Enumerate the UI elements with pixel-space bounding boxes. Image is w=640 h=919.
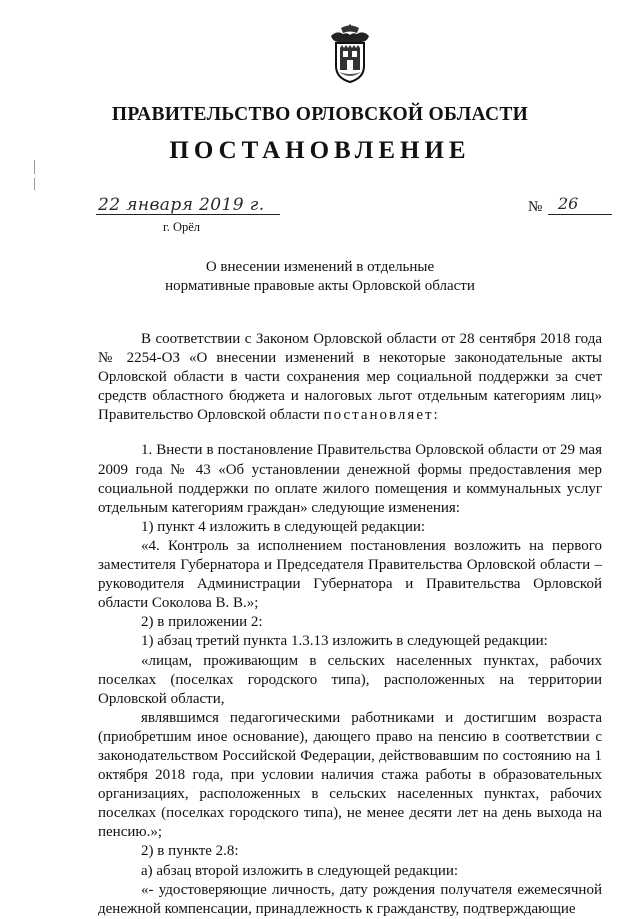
item-1-paragraph	[98, 441, 602, 517]
quote-point-4	[98, 537, 602, 613]
text-line: (поселках городского типа), расположенных на территории Орловской области,	[98, 671, 602, 707]
text-line: В соответствии с Законом Орловской области от 28 сентября 2018 года	[141, 331, 602, 347]
number-label: №	[528, 199, 543, 215]
text-line: руководителя Администрации Губернатора и Правительства Орловской области	[98, 576, 602, 612]
subject-line: нормативные правовые акты Орловской области	[165, 278, 475, 294]
quote-rural-a	[98, 652, 602, 709]
text-line: № 2254-ОЗ «О внесении изменений в некоторые законодательные акты	[98, 350, 602, 367]
text-line: «- удостоверяющие личность, дату рождения получателя ежемесячной	[141, 881, 602, 898]
text-line: 1. Внести в постановление Правительства Орловской области от 29 мая	[141, 442, 602, 459]
text-line: Правительство Орловской области	[98, 407, 324, 424]
item-2: 2) в приложении 2:	[141, 614, 263, 631]
text-line: средств областного бюджета и налоговых льгот отдельным категориям лиц»	[98, 388, 602, 405]
number-underline	[548, 214, 612, 215]
item-2-2: 2) в пункте 2.8:	[141, 843, 239, 860]
city-label: г. Орёл	[163, 220, 201, 234]
subject-line: О внесении изменений в отдельные	[205, 259, 435, 275]
quote-documents	[98, 881, 602, 919]
text-line: 2009 года № 43 «Об установлении денежной формы предоставления мер	[98, 461, 602, 478]
text-line: (приобретшим иное основание), дающего право на пенсию в соответствии	[98, 728, 590, 745]
date-underline	[96, 214, 280, 215]
coat-of-arms-emblem-icon	[327, 22, 373, 84]
text-line: «4. Контроль за исполнением постановления возложить на первого	[141, 537, 602, 554]
resolves-word: постановляет:	[323, 407, 440, 424]
text-line: с законодательством Российской Федерации, действовавшим по состоянию	[98, 728, 602, 764]
handwritten-date: 22 января 2019 г.	[98, 195, 265, 215]
text-line: (поселках городского типа), не менее десяти лет на день выхода на пенсию.»;	[98, 805, 602, 841]
text-line: на 1 октября 2018 года, при условии наличия стажа работы в образовательных	[98, 747, 602, 784]
preamble-paragraph	[98, 330, 602, 425]
item-2-1: 1) абзац третий пункта 1.3.13 изложить в следующей редакции:	[141, 633, 548, 650]
text-line: «лицам, проживающим в сельских населенных пунктах, рабочих поселках	[98, 652, 602, 688]
government-name: ПРАВИТЕЛЬСТВО ОРЛОВСКОЙ ОБЛАСТИ	[111, 104, 529, 125]
document-type-title: ПОСТАНОВЛЕНИЕ	[169, 137, 471, 164]
text-line: организациях, расположенных в сельских населенных пунктах, рабочих поселках	[98, 786, 602, 822]
margin-mark	[34, 178, 35, 190]
text-line: социальной поддержки по оплате жилого помещения и коммунальных услуг	[98, 480, 602, 497]
text-line: денежной компенсации, принадлежность к гражданству, подтверждающие	[98, 900, 576, 917]
text-line: Соколова В. В.»;	[151, 595, 259, 612]
document-body	[98, 330, 602, 919]
item-1-1: 1) пункт 4 изложить в следующей редакции:	[141, 518, 426, 535]
text-line: отдельным категориям граждан» следующие изменения:	[98, 499, 460, 516]
text-line: являвшимся педагогическими работниками и достигшим возраста	[141, 709, 602, 726]
handwritten-number: 26	[558, 194, 579, 213]
item-2-2-a: а) абзац второй изложить в следующей редакции:	[141, 862, 459, 879]
text-line: Орловской области в части сохранения мер социальной поддержки за счет	[98, 369, 602, 386]
quote-rural-b	[98, 709, 602, 843]
document-subject	[0, 258, 640, 296]
text-line: заместителя Губернатора и Председателя Правительства Орловской области –	[98, 557, 602, 574]
